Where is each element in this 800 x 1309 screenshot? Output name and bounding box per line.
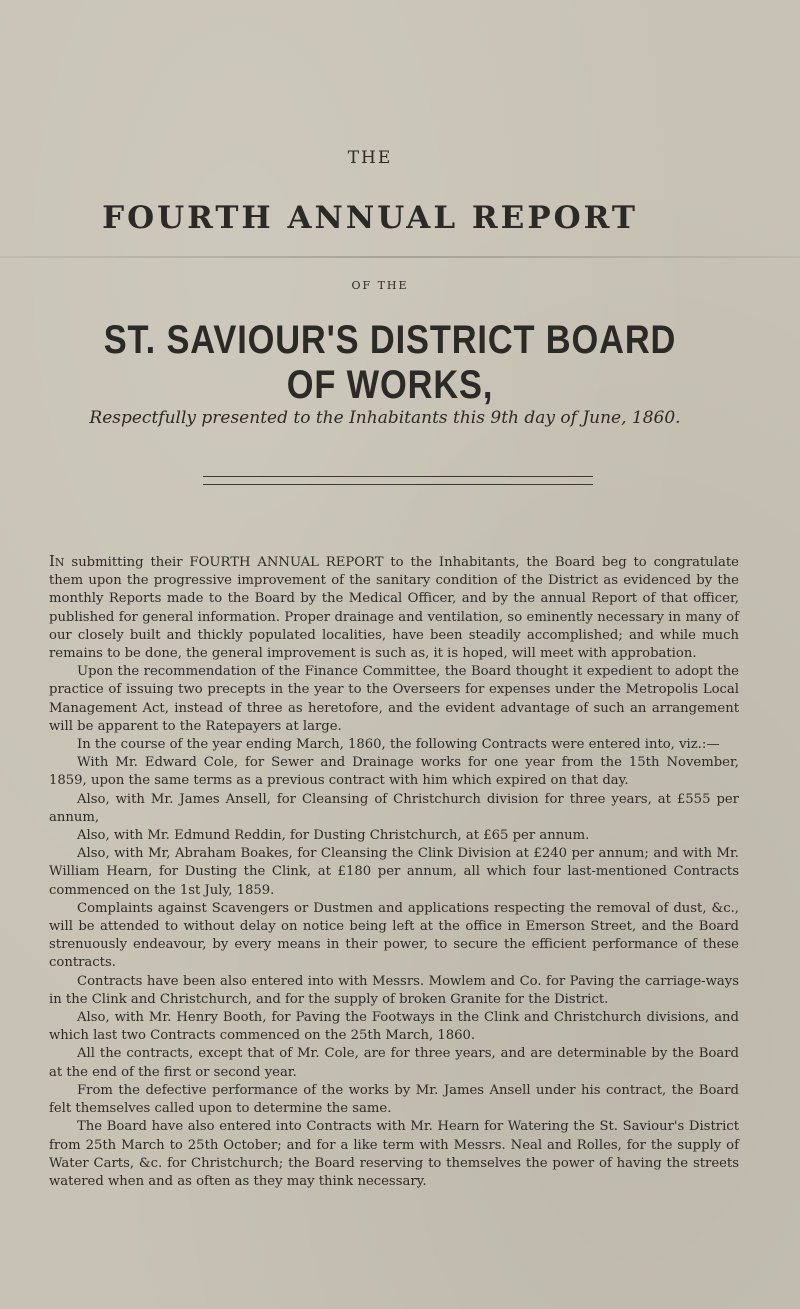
report-title: FOURTH ANNUAL REPORT (102, 200, 638, 236)
paragraph: Also, with Mr. James Ansell, for Cleansing of Christchurch division for three years, at £555 per annum, (49, 791, 739, 825)
paragraph: Also, with Mr. Henry Booth, for Paving the Footways in the Clink and Christchurch divisions, and which last two Contracts commenced on the 25th March, 1860. (49, 1010, 739, 1044)
title-the: THE (347, 148, 393, 168)
paragraph: Also, with Mr. Edmund Reddin, for Dusting Christchurch, at £65 per annum. (77, 828, 590, 844)
title-of-the: OF THE (351, 279, 409, 292)
paragraph: The Board have also entered into Contracts with Mr. Hearn for Watering the St. Saviour's District from 25th March to 25th October; and for a like term with Messrs. Neal and Rolles, for the supply of Water Carts, &c. for Christchurch; the Board reserving to themselves the power of having the streets watered when and as often as they may think necessary. (49, 1119, 739, 1189)
report-body (49, 552, 739, 1191)
paragraph: In the course of the year ending March, 1860, the following Contracts were entered into, viz.:— (77, 737, 720, 753)
paragraph-text: submitting their FOURTH ANNUAL REPORT to the Inhabitants, the Board beg to congratulate them upon the progressive improvement of the sanitary condition of the District as evidenced by the monthly Reports made to the Board by the Medical Officer, and by the annual Report of that officer, published for general information. Proper drainage and ventilation, so eminently necessary in many of our closely built and thickly populated localities, have been steadily accomplished; and while much remains to be done, the general improvement is such as, it is hoped, will meet with approbation. (49, 555, 739, 662)
paragraph: Upon the recommendation of the Finance Committee, the Board thought it expedient to adopt the practice of issuing two precepts in the year to the Overseers for expenses under the Metropolis Local Management Act, instead of three as heretofore, and the evident advantage of such an arrangement will be apparent to the Ratepayers at large. (49, 664, 739, 734)
paragraph: Complaints against Scavengers or Dustmen and applications respecting the removal of dust, &c., will be attended to without delay on notice being left at the office in Emerson Street, and the Board strenuously endeavour, by every means in their power, to secure the efficient performance of these contracts. (49, 900, 739, 971)
presentation-line: Respectfully presented to the Inhabitants this 9th day of June, 1860. (89, 408, 681, 428)
paragraph: Contracts have been also entered into with Messrs. Mowlem and Co. for Paving the carriage-ways in the Clink and Christchurch, and for the supply of broken Granite for the District. (49, 973, 739, 1007)
paragraph (49, 552, 739, 663)
double-rule-bottom (203, 484, 593, 485)
double-rule-top (203, 476, 593, 477)
paragraph: Also, with Mr, Abraham Boakes, for Cleansing the Clink Division at £240 per annum; and with Mr. William Hearn, for Dusting the Clink, at £180 per annum, all which four last-mentioned Contracts commenced on the 1st July, 1859. (49, 846, 739, 898)
paragraph: With Mr. Edward Cole, for Sewer and Drainage works for one year from the 15th November, 1859, upon the same terms as a previous contract with him which expired on that day. (49, 755, 739, 789)
paper-fold (0, 256, 800, 258)
lead-word: In (49, 552, 65, 570)
paragraph: From the defective performance of the works by Mr. James Ansell under his contract, the Board felt themselves called upon to determine the same. (49, 1082, 739, 1117)
board-name: ST. SAVIOUR'S DISTRICT BOARD OF WORKS, (103, 318, 677, 407)
paragraph: All the contracts, except that of Mr. Cole, are for three years, and are determinable by the Board at the end of the first or second year. (49, 1046, 739, 1080)
